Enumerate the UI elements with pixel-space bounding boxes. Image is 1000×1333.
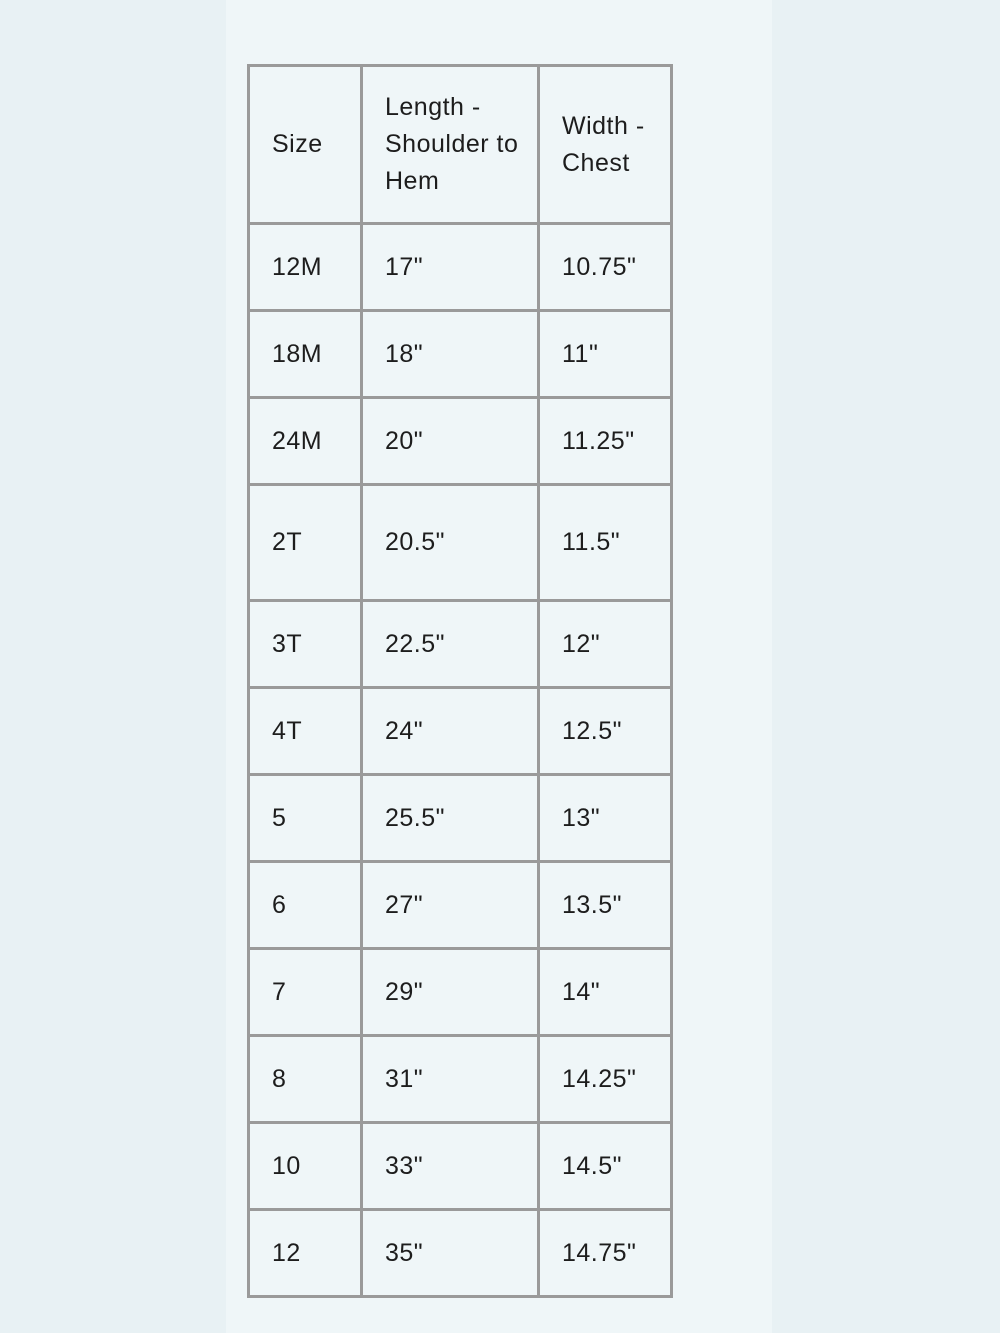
cell-width: 12.5" <box>539 688 672 775</box>
cell-width: 11" <box>539 311 672 398</box>
table-row <box>249 1123 672 1210</box>
cell-length: 33" <box>362 1123 539 1210</box>
cell-width: 12" <box>539 601 672 688</box>
table-row <box>249 601 672 688</box>
table-row <box>249 1210 672 1297</box>
table-row <box>249 224 672 311</box>
cell-width: 14.5" <box>539 1123 672 1210</box>
size-chart-table <box>247 64 673 1298</box>
cell-width: 14.75" <box>539 1210 672 1297</box>
cell-length: 20" <box>362 398 539 485</box>
cell-size: 7 <box>249 949 362 1036</box>
cell-length: 27" <box>362 862 539 949</box>
cell-size: 12 <box>249 1210 362 1297</box>
cell-width: 11.5" <box>539 485 672 601</box>
header-row <box>249 66 672 224</box>
cell-size: 24M <box>249 398 362 485</box>
background-right <box>772 0 1000 1333</box>
cell-size: 8 <box>249 1036 362 1123</box>
cell-size: 4T <box>249 688 362 775</box>
table-row <box>249 688 672 775</box>
table-row <box>249 862 672 949</box>
size-chart-body <box>249 224 672 1297</box>
cell-width: 11.25" <box>539 398 672 485</box>
cell-size: 6 <box>249 862 362 949</box>
cell-width: 14.25" <box>539 1036 672 1123</box>
cell-length: 22.5" <box>362 601 539 688</box>
cell-length: 31" <box>362 1036 539 1123</box>
table-row <box>249 485 672 601</box>
cell-length: 18" <box>362 311 539 398</box>
table-row <box>249 949 672 1036</box>
table-row <box>249 775 672 862</box>
cell-size: 5 <box>249 775 362 862</box>
cell-size: 18M <box>249 311 362 398</box>
size-chart-header <box>249 66 672 224</box>
cell-length: 20.5" <box>362 485 539 601</box>
background-left <box>0 0 226 1333</box>
cell-length: 17" <box>362 224 539 311</box>
table-row <box>249 398 672 485</box>
cell-width: 13.5" <box>539 862 672 949</box>
table-row <box>249 1036 672 1123</box>
cell-size: 3T <box>249 601 362 688</box>
header-width: Width - Chest <box>539 66 672 224</box>
cell-length: 29" <box>362 949 539 1036</box>
cell-length: 35" <box>362 1210 539 1297</box>
cell-size: 10 <box>249 1123 362 1210</box>
table-row <box>249 311 672 398</box>
cell-size: 2T <box>249 485 362 601</box>
header-size: Size <box>249 66 362 224</box>
cell-size: 12M <box>249 224 362 311</box>
cell-width: 14" <box>539 949 672 1036</box>
cell-length: 24" <box>362 688 539 775</box>
header-length: Length - Shoulder to Hem <box>362 66 539 224</box>
cell-length: 25.5" <box>362 775 539 862</box>
cell-width: 10.75" <box>539 224 672 311</box>
cell-width: 13" <box>539 775 672 862</box>
